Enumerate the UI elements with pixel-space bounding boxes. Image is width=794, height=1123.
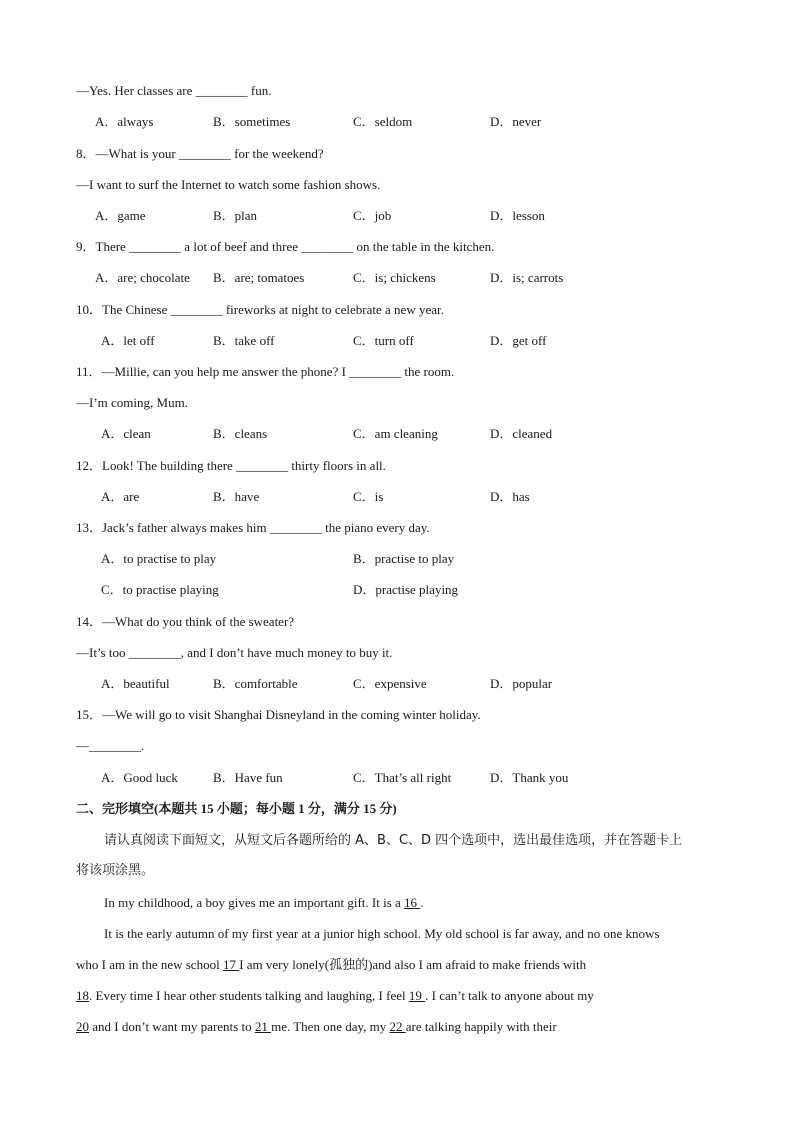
blank-18: 18	[76, 988, 89, 1003]
option-9c: C．is; chickens	[353, 270, 436, 285]
question-9: 9．There ________ a lot of beef and three ________ on the table in the kitchen.	[76, 239, 495, 254]
option-14c: C．expensive	[353, 676, 427, 691]
option-12c: C．is	[353, 489, 384, 504]
blank-19: 19	[408, 988, 426, 1003]
option-7d: D．never	[490, 114, 542, 129]
option-10d: D．get off	[490, 333, 547, 348]
question-14: 14．—What do you think of the sweater?	[76, 614, 295, 629]
blank-17: 17	[222, 957, 240, 972]
passage-paragraph-2-line-2	[76, 956, 586, 974]
passage-text: are talking happily with their	[405, 1019, 557, 1034]
option-11b: B．cleans	[213, 426, 268, 441]
question-14-reply: —It’s too ________, and I don’t have much money to buy it.	[76, 645, 393, 660]
option-9a: A．are; chocolate	[95, 270, 190, 285]
passage-text: .	[420, 895, 424, 910]
passage-text: In my childhood, a boy gives me an important gift. It is a	[104, 895, 405, 910]
option-8d: D．lesson	[490, 208, 545, 223]
passage-text: . Every time I hear other students talking and laughing, I feel	[89, 988, 409, 1003]
option-7b: B．sometimes	[213, 114, 291, 129]
option-12d: D．has	[490, 489, 530, 504]
option-10c: C．turn off	[353, 333, 414, 348]
question-7-answer-line: —Yes. Her classes are ________ fun.	[76, 83, 272, 98]
question-8-reply: —I want to surf the Internet to watch some fashion shows.	[76, 177, 381, 192]
option-12b: B．have	[213, 489, 260, 504]
question-11-reply: —I’m coming, Mum.	[76, 395, 188, 410]
passage-paragraph-2-line-4	[76, 1018, 557, 1036]
question-15: 15．—We will go to visit Shanghai Disneyland in the coming winter holiday.	[76, 707, 481, 722]
question-12: 12．Look! The building there ________ thirty floors in all.	[76, 458, 386, 473]
section-2-instructions-line-1: 请认真阅读下面短文，从短文后各题所给的 A、B、C、D 四个选项中，选出最佳选项，并在答题卡上	[104, 833, 683, 848]
option-15d: D．Thank you	[490, 770, 569, 785]
passage-text: who I am in the new school	[76, 957, 223, 972]
passage-paragraph-2-line-3	[76, 987, 594, 1005]
question-8: 8．—What is your ________ for the weekend?	[76, 146, 324, 161]
question-11: 11．—Millie, can you help me answer the phone? I ________ the room.	[76, 364, 455, 379]
passage-text: I am very lonely(孤独的)and also I am afraid to make friends with	[239, 957, 587, 972]
option-7a: A．always	[95, 114, 154, 129]
option-10a: A．let off	[101, 333, 155, 348]
blank-22: 22	[389, 1019, 406, 1034]
blank-16: 16	[404, 895, 421, 910]
option-14a: A．beautiful	[101, 676, 170, 691]
option-11c: C．am cleaning	[353, 426, 438, 441]
option-11d: D．cleaned	[490, 426, 553, 441]
question-13: 13．Jack’s father always makes him ________ the piano every day.	[76, 520, 430, 535]
option-9d: D．is; carrots	[490, 270, 564, 285]
option-9b: B．are; tomatoes	[213, 270, 305, 285]
option-15c: C．That’s all right	[353, 770, 452, 785]
option-13a: A．to practise to play	[101, 551, 217, 566]
option-8b: B．plan	[213, 208, 258, 223]
option-13d: D．practise playing	[353, 582, 459, 597]
option-11a: A．clean	[101, 426, 151, 441]
option-13c: C．to practise playing	[101, 582, 219, 597]
option-14d: D．popular	[490, 676, 553, 691]
option-14b: B．comfortable	[213, 676, 298, 691]
question-10: 10．The Chinese ________ fireworks at night to celebrate a new year.	[76, 302, 444, 317]
section-2-title: 二、完形填空(本题共 15 小题；每小题 1 分，满分 15 分)	[76, 801, 397, 816]
passage-paragraph-2-line-1: It is the early autumn of my first year at a junior high school. My old school is far away, and no one knows	[104, 926, 660, 941]
blank-21: 21	[254, 1019, 272, 1034]
option-12a: A．are	[101, 489, 140, 504]
passage-paragraph-1	[104, 894, 424, 912]
passage-text: me. Then one day, my	[271, 1019, 390, 1034]
passage-text: and I don’t want my parents to	[89, 1019, 255, 1034]
section-2-instructions-line-2: 将该项涂黑。	[76, 863, 155, 878]
blank-20: 20	[76, 1019, 89, 1034]
option-15b: B．Have fun	[213, 770, 283, 785]
option-8c: C．job	[353, 208, 392, 223]
option-8a: A．game	[95, 208, 146, 223]
passage-text: . I can’t talk to anyone about my	[425, 988, 594, 1003]
question-15-reply: —________.	[76, 738, 145, 753]
option-7c: C．seldom	[353, 114, 413, 129]
option-15a: A．Good luck	[101, 770, 178, 785]
option-10b: B．take off	[213, 333, 275, 348]
option-13b: B．practise to play	[353, 551, 455, 566]
